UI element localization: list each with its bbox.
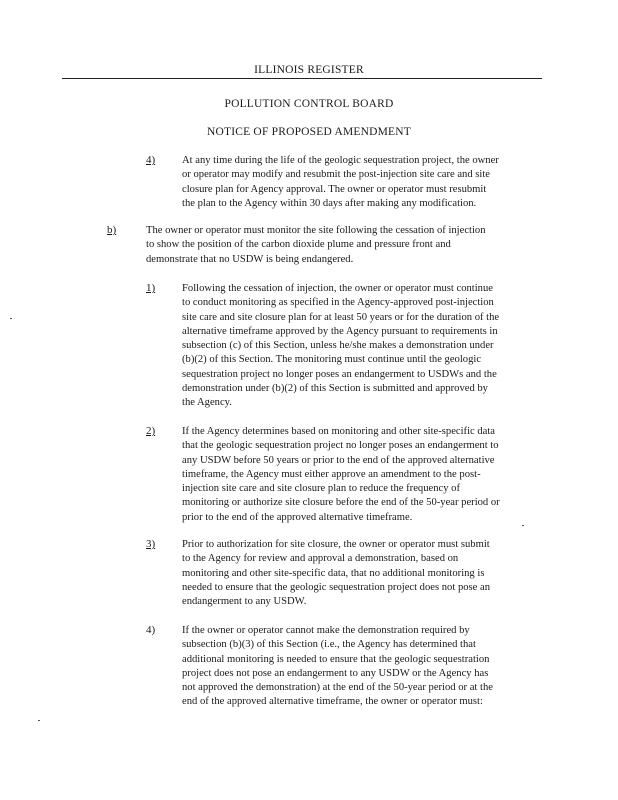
text-line xyxy=(182,482,542,496)
text-line xyxy=(146,224,546,238)
text-segment: monitoring and other site-specific data, that no additional monitoring is xyxy=(182,567,485,579)
scan-speck xyxy=(522,525,524,526)
text-segment: project does not pose an endangerment to any USDW or the Agency has xyxy=(182,667,489,679)
text-segment: to the Agency for review and approval a demonstration, based on xyxy=(182,553,459,565)
text-line xyxy=(182,653,542,667)
scan-speck xyxy=(10,318,12,319)
text-segment: The owner or operator must monitor the site following the cessation of injection xyxy=(146,225,486,236)
item-marker: b) xyxy=(107,224,117,236)
text-segment: timeframe, the Agency must either approve an amendment to the post- xyxy=(182,468,481,480)
text-line xyxy=(182,681,542,695)
text-line xyxy=(182,581,542,595)
text-line xyxy=(182,296,542,310)
text-segment: If the owner or operator cannot make the demonstration required by xyxy=(182,625,470,636)
text-line xyxy=(182,624,542,638)
text-segment: any USDW before 50 years or prior to the end of the approved alternative xyxy=(182,454,495,466)
text-line xyxy=(182,567,542,581)
text-segment: endangerment to any USDW. xyxy=(182,596,307,608)
item-marker: 4) xyxy=(146,154,156,166)
text-segment: alternative timeframe approved by the Agency pursuant to requirements in xyxy=(182,325,498,337)
paragraph-1-continue-monitoring xyxy=(182,282,542,411)
item-marker: 4) xyxy=(146,624,156,636)
text-line xyxy=(182,382,542,396)
text-segment: needed to ensure that the geologic sequestration project does not pose an xyxy=(182,581,491,593)
text-segment: to show the position of the carbon dioxide plume and pressure front and xyxy=(146,239,451,251)
text-segment: or operator may modify and resubmit the post-injection site care and site xyxy=(182,169,491,181)
notice-title: NOTICE OF PROPOSED AMENDMENT xyxy=(207,126,411,138)
text-segment: that the geologic sequestration project no longer poses an endangerment to xyxy=(182,440,499,452)
register-title: ILLINOIS REGISTER xyxy=(254,64,364,76)
paragraph-4-cannot-demonstrate xyxy=(182,624,542,710)
text-segment: Prior to authorization for site closure, the owner or operator must submit xyxy=(182,539,490,550)
text-line xyxy=(182,439,542,453)
text-segment: (b)(2) of this Section. The monitoring must continue until the geologic xyxy=(182,354,482,366)
text-segment: closure plan for Agency approval. The owner or operator must resubmit xyxy=(182,183,487,195)
text-segment: sequestration project no longer poses an endangerment to USDWs and the xyxy=(182,368,497,380)
item-marker: 3) xyxy=(146,538,156,550)
text-line xyxy=(182,595,542,609)
item-marker: 1) xyxy=(146,282,156,294)
text-segment: injection site care and site closure plan to reduce the frequency of xyxy=(182,483,460,495)
paragraph-3-site-closure-demonstration xyxy=(182,538,542,609)
text-line xyxy=(182,511,542,525)
text-segment: monitoring or authorize site closure before the end of the 50-year period or xyxy=(182,497,500,509)
text-line xyxy=(182,282,542,296)
text-segment: subsection (b)(3) of this Section (i.e., the Agency has determined that xyxy=(182,639,476,651)
text-line xyxy=(146,253,546,267)
text-segment: demonstration under (b)(2) of this Section is submitted and approved by xyxy=(182,383,488,395)
text-line xyxy=(182,325,542,339)
text-line xyxy=(182,168,542,182)
text-line xyxy=(182,538,542,552)
text-line xyxy=(182,353,542,367)
text-line xyxy=(182,454,542,468)
text-segment: demonstrate that no USDW is being endangered. xyxy=(146,253,354,265)
text-segment: Following the cessation of injection, the owner or operator must continue xyxy=(182,283,493,294)
text-segment: If the Agency determines based on monitoring and other site-specific data xyxy=(182,426,496,437)
text-line xyxy=(182,154,542,168)
text-line xyxy=(182,496,542,510)
text-line xyxy=(182,468,542,482)
text-segment: end of the approved alternative timeframe, the owner or operator must: xyxy=(182,696,483,708)
text-segment: to conduct monitoring as specified in the Agency-approved post-injection xyxy=(182,297,494,309)
text-line xyxy=(182,552,542,566)
text-line xyxy=(182,638,542,652)
text-line xyxy=(146,238,546,252)
text-segment: the plan to the Agency within 30 days after making any modification. xyxy=(182,197,477,209)
paragraph-b-monitoring xyxy=(146,224,546,267)
text-line xyxy=(182,311,542,325)
text-line xyxy=(182,183,542,197)
board-title: POLLUTION CONTROL BOARD xyxy=(224,98,394,110)
text-line xyxy=(182,339,542,353)
text-segment: not approved the demonstration) at the end of the 50-year period or at the xyxy=(182,682,493,694)
text-line xyxy=(182,197,542,211)
text-segment: additional monitoring is needed to ensure that the geologic sequestration xyxy=(182,653,490,665)
text-segment: At any time during the life of the geologic sequestration project, the owner xyxy=(182,155,499,166)
text-segment: site care and site closure plan for at least 50 years or for the duration of the xyxy=(182,311,500,323)
text-segment: prior to the end of the approved alternative timeframe. xyxy=(182,511,413,523)
item-marker: 2) xyxy=(146,425,156,437)
text-line xyxy=(182,695,542,709)
text-segment: subsection (c) of this Section, unless he/she makes a demonstration under xyxy=(182,340,494,352)
text-line xyxy=(182,425,542,439)
scan-speck xyxy=(38,720,40,721)
header-rule xyxy=(62,78,542,79)
text-line xyxy=(182,667,542,681)
text-segment: the Agency. xyxy=(182,397,232,409)
paragraph-2-agency-determination xyxy=(182,425,542,525)
text-line xyxy=(182,368,542,382)
text-line xyxy=(182,396,542,410)
paragraph-modify-plan xyxy=(182,154,542,211)
